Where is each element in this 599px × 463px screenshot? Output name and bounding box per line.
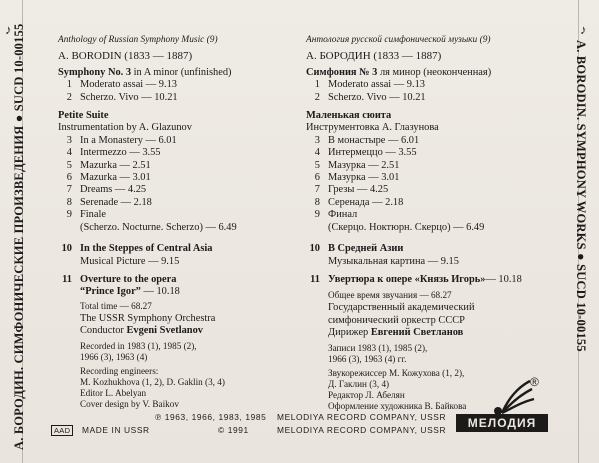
editor-credit: Editor L. Abelyan [80,387,147,398]
company-line-1: MELODIYA RECORD COMPANY, USSR [277,412,447,422]
track-number: 5 [66,159,72,171]
phonogram-copyright: ℗ 1963, 1966, 1983, 1985 [155,412,267,422]
left-spine-title: А. БОРОДИН. СИМФОНИЧЕСКИЕ ПРОИЗВЕДЕНИЯ ● SUCD 10-00155 [12,23,26,450]
engineers-names: M. Kozhukhova (1, 2), D. Gaklin (3, 4) [80,376,225,387]
track-number: 3 [314,134,320,146]
anthology-title: Anthology of Russian Symphony Music (9) [58,35,218,45]
track-number: 8 [66,196,72,208]
track-row [58,79,313,91]
track-number: 1 [66,79,72,91]
conductor-name: Евгений Светланов [370,327,464,339]
symphony-key: in A minor (unfinished) [131,66,232,78]
track-row [306,135,571,147]
track-row [58,209,313,221]
cover-credit: Cover design by V. Baikov [80,398,179,409]
engineers-label: Recording engineers: [80,365,159,376]
note-icon: ♪ [5,22,12,37]
track-number: 11 [310,273,320,285]
aad-code: AAD [51,425,73,436]
track-number: 10 [61,243,72,255]
track-title: Finale [80,209,106,221]
track-title: In a Monastery — 6.01 [80,134,177,146]
track-row [58,197,313,209]
track-title: Мазурка — 3.01 [328,172,400,184]
track-row [58,92,313,104]
total-time: Total time — 68.27 [80,300,152,311]
track-time: — 10.18 [140,286,180,298]
track-number: 4 [66,147,72,159]
composer-line: А. БОРОДИН (1833 — 1887) [306,50,442,63]
track-title: Scherzo. Vivo — 10.21 [328,91,426,103]
track-title: Overture to the opera [80,273,177,285]
composer-line: A. BORODIN (1833 — 1887) [58,50,193,63]
recording-dates-2: 1966 (3), 1963 (4) гг. [328,353,407,364]
track-row [306,274,571,286]
finale-subtitle: (Скерцо. Ноктюрн. Скерцо) — 6.49 [328,221,485,233]
track-number: 4 [314,147,320,159]
opera-name: “Prince Igor” [80,286,141,298]
track-title: Серенада — 2.18 [328,196,404,208]
logo-wordmark: МЕЛОДИЯ [456,414,548,432]
track-row [306,160,571,172]
suite-subtitle: Инструментовка А. Глазунова [306,122,439,134]
made-in-label: MADE IN USSR [82,425,150,435]
engineers-names: Звукорежиссер М. Кожухова (1, 2), [328,367,465,378]
track-row [306,79,571,91]
track-title: Intermezzo — 3.55 [80,147,161,159]
track-number: 2 [66,91,72,103]
english-column [58,34,313,410]
anthology-title: Антология русской симфонической музыки (9) [306,35,491,45]
track-row [306,172,571,184]
track-title: Грезы — 4.25 [328,184,389,196]
track-number: 8 [314,196,320,208]
track-number: 2 [314,91,320,103]
conductor-label: Conductor [80,325,127,337]
cover-credit: Оформление художника В. Байкова [328,400,467,411]
editor-credit: Редактор Л. Абелян [328,389,405,400]
track-number: 10 [309,243,320,255]
track-row [58,243,313,255]
symphony-title: Симфония № 3 [306,66,378,78]
track-title: Увертюра к опере «Князь Игорь» [328,273,486,285]
track-row [58,274,313,286]
conductor-name: Evgeni Svetlanov [126,325,203,337]
track-row [306,197,571,209]
recording-dates-2: 1966 (3), 1963 (4) [80,351,148,362]
suite-title: Маленькая сюита [306,110,392,122]
track-row [306,184,571,196]
conductor-label: Дирижер [328,327,371,339]
track-title: Mazurka — 2.51 [80,159,151,171]
right-spine-title: A. BORODIN. SYMPHONY WORKS ● SUCD 10-00155 [574,40,588,352]
track-title: Финал [328,209,358,221]
aad-badge [51,425,73,435]
suite-subtitle: Instrumentation by A. Glazunov [58,122,192,134]
track-subtitle: Музыкальная картина — 9.15 [328,255,459,267]
track-time: — 10.18 [485,273,522,285]
track-number: 6 [66,172,72,184]
track-row [58,147,313,159]
finale-subtitle: (Scherzo. Nocturne. Scherzo) — 6.49 [80,221,237,233]
track-title: Mazurka — 3.01 [80,172,151,184]
track-number: 11 [62,273,72,285]
track-number: 9 [66,209,72,221]
track-subtitle: Musical Picture — 9.15 [80,255,180,267]
orchestra-name: Государственный академический [328,302,475,314]
track-title: В Средней Азии [328,243,404,255]
track-number: 1 [314,79,320,91]
track-title: Dreams — 4.25 [80,184,147,196]
total-time: Общее время звучания — 68.27 [328,290,452,301]
orchestra-name: The USSR Symphony Orchestra [80,312,216,324]
track-number: 7 [314,184,320,196]
track-number: 5 [314,159,320,171]
recording-dates: Recorded in 1983 (1), 1985 (2), [80,340,197,351]
track-title: Scherzo. Vivo — 10.21 [80,91,178,103]
track-row [306,243,571,255]
track-number: 7 [66,184,72,196]
track-row [306,209,571,221]
melodiya-logo [456,377,548,433]
russian-column [306,34,571,412]
symphony-heading [58,67,313,79]
conductor-line [58,325,313,337]
track-number: 6 [314,172,320,184]
track-number: 9 [314,209,320,221]
track-row [58,184,313,196]
suite-title: Petite Suite [58,110,109,122]
track-title: Мазурка — 2.51 [328,159,400,171]
track-title: Интермеццо — 3.55 [328,147,417,159]
track-title: В монастыре — 6.01 [328,134,420,146]
track-title: Serenade — 2.18 [80,196,152,208]
track-title: In the Steppes of Central Asia [80,243,213,255]
registered-mark: ® [530,375,539,389]
track-number: 3 [66,134,72,146]
symphony-heading [306,67,571,79]
conductor-line [306,327,571,339]
engineers-names-2: Д. Гаклин (3, 4) [328,378,390,389]
track-row [58,172,313,184]
symphony-key: ля минор (неоконченная) [377,66,492,78]
note-icon: ♪ [580,22,587,37]
track-row [306,92,571,104]
recording-dates: Записи 1983 (1), 1985 (2), [328,342,428,353]
company-line-2: MELODIYA RECORD COMPANY, USSR [277,425,447,435]
track-title-line2 [58,286,313,298]
symphony-title: Symphony No. 3 [58,66,132,78]
track-row [58,160,313,172]
track-row [306,147,571,159]
orchestra-name-2: симфонический оркестр СССР [328,314,465,326]
track-title: Moderato assai — 9.13 [328,79,425,91]
track-title: Moderato assai — 9.13 [80,79,177,91]
copyright-year: © 1991 [218,425,249,435]
track-row [58,135,313,147]
